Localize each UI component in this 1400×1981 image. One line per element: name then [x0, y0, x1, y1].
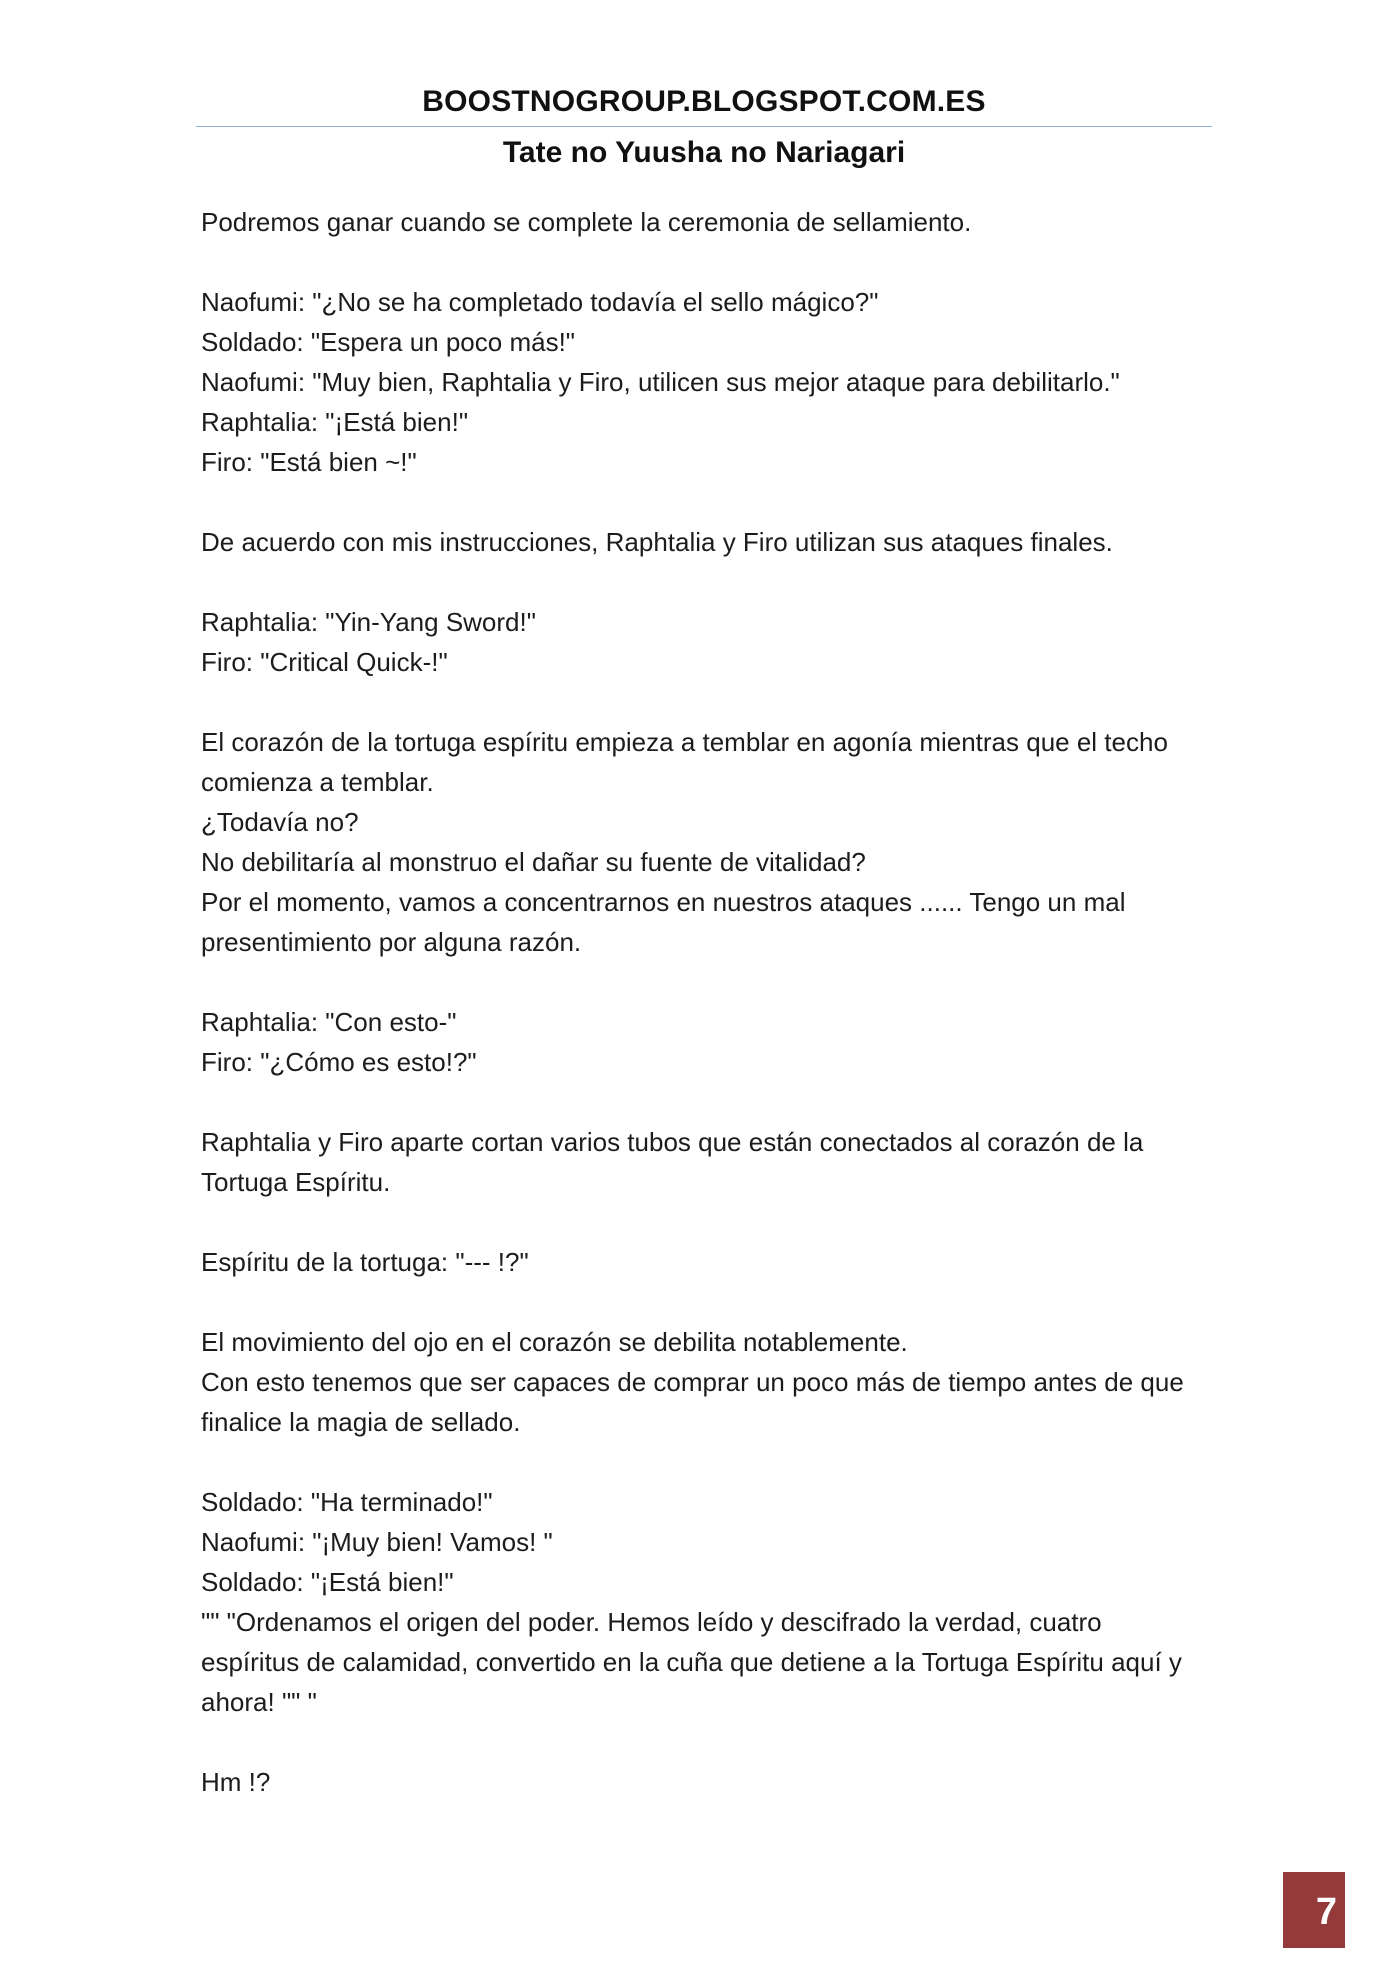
text-line: Tortuga Espíritu.: [201, 1167, 391, 1197]
page-header: [196, 80, 1212, 175]
text-line: Raphtalia: "Con esto-": [201, 1007, 457, 1037]
blank-line: [201, 682, 1201, 722]
text-line: Por el momento, vamos a concentrarnos en nuestros ataques ...... Tengo un mal: [201, 887, 1126, 917]
text-line: Firo: "Está bien ~!": [201, 447, 417, 477]
site-title: BOOSTNOGROUP.BLOGSPOT.COM.ES: [422, 85, 986, 118]
text-line: Podremos ganar cuando se complete la ceremonia de sellamiento.: [201, 207, 972, 237]
header-divider: [196, 126, 1212, 127]
text-line: Raphtalia: "Yin-Yang Sword!": [201, 607, 536, 637]
blank-line: [201, 482, 1201, 522]
blank-line: [201, 1282, 1201, 1322]
text-line: Firo: "Critical Quick-!": [201, 647, 448, 677]
page-number: 7: [1283, 1872, 1345, 1948]
text-line: Con esto tenemos que ser capaces de comprar un poco más de tiempo antes de que: [201, 1367, 1184, 1397]
text-line: Raphtalia: "¡Está bien!": [201, 407, 469, 437]
text-line: Soldado: "Espera un poco más!": [201, 327, 576, 357]
chapter-body: [201, 202, 1201, 1802]
blank-line: [201, 1722, 1201, 1762]
text-line: El corazón de la tortuga espíritu empieza a temblar en agonía mientras que el techo: [201, 727, 1168, 757]
text-line: Naofumi: "¡Muy bien! Vamos! ": [201, 1527, 553, 1557]
novel-title: Tate no Yuusha no Nariagari: [502, 136, 906, 169]
text-line: finalice la magia de sellado.: [201, 1407, 521, 1437]
blank-line: [201, 1202, 1201, 1242]
text-line: ¿Todavía no?: [201, 807, 359, 837]
text-line: El movimiento del ojo en el corazón se debilita notablemente.: [201, 1327, 908, 1357]
blank-line: [201, 242, 1201, 282]
blank-line: [201, 1082, 1201, 1122]
text-line: Hm !?: [201, 1767, 271, 1797]
text-line: "" "Ordenamos el origen del poder. Hemos leído y descifrado la verdad, cuatro: [201, 1607, 1102, 1637]
text-line: No debilitaría al monstruo el dañar su fuente de vitalidad?: [201, 847, 866, 877]
text-line: Espíritu de la tortuga: "--- !?": [201, 1247, 529, 1277]
text-line: presentimiento por alguna razón.: [201, 927, 582, 957]
text-line: Soldado: "¡Está bien!": [201, 1567, 454, 1597]
text-line: De acuerdo con mis instrucciones, Raphtalia y Firo utilizan sus ataques finales.: [201, 527, 1113, 557]
text-line: Firo: "¿Cómo es esto!?": [201, 1047, 477, 1077]
blank-line: [201, 962, 1201, 1002]
text-line: Naofumi: "Muy bien, Raphtalia y Firo, utilicen sus mejor ataque para debilitarlo.": [201, 367, 1120, 397]
text-line: ahora! "" ": [201, 1687, 317, 1717]
text-line: espíritus de calamidad, convertido en la cuña que detiene a la Tortuga Espíritu aquí y: [201, 1647, 1182, 1677]
text-line: Raphtalia y Firo aparte cortan varios tubos que están conectados al corazón de la: [201, 1127, 1144, 1157]
text-line: Naofumi: "¿No se ha completado todavía el sello mágico?": [201, 287, 879, 317]
text-line: Soldado: "Ha terminado!": [201, 1487, 493, 1517]
blank-line: [201, 1442, 1201, 1482]
text-line: comienza a temblar.: [201, 767, 434, 797]
blank-line: [201, 562, 1201, 602]
